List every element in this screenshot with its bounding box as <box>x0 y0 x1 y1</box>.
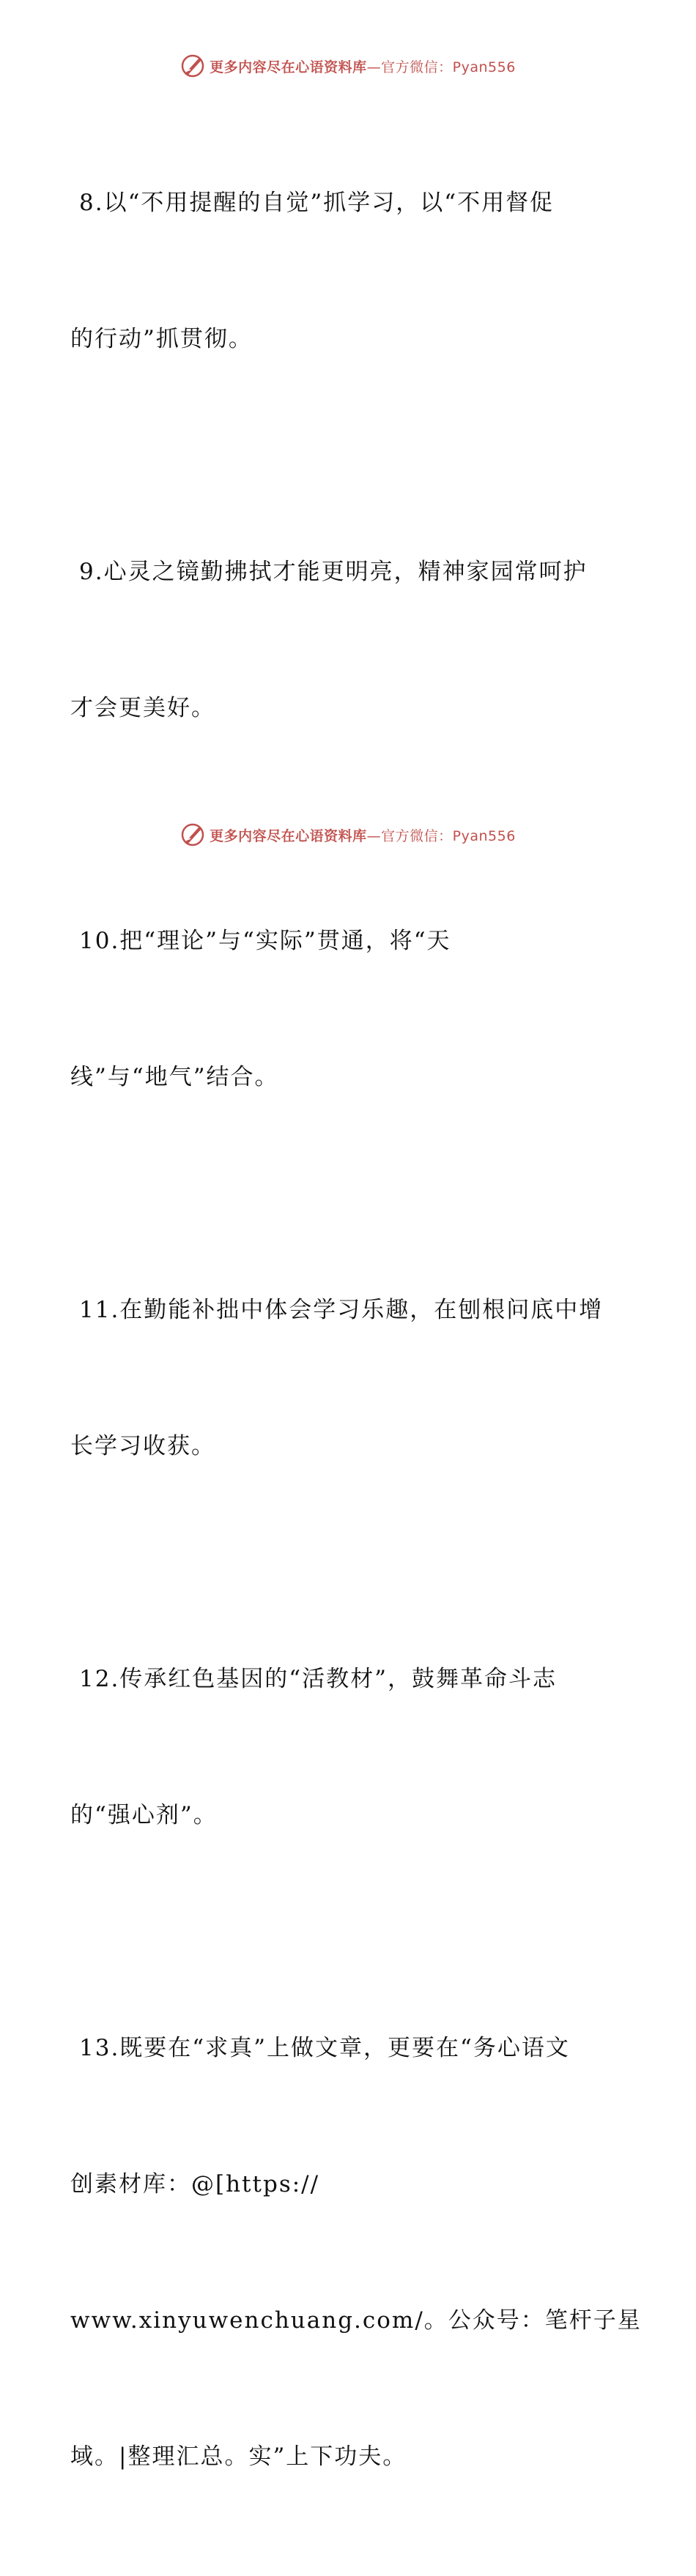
paragraph-line: 11.在勤能补拙中体会学习乐趣，在刨根问底中增 <box>79 1297 604 1323</box>
paragraph-line: 9.心灵之镜勤拂拭才能更明亮，精神家园常呵护 <box>79 559 588 585</box>
paragraph-line: 长学习收获。 <box>70 1433 215 1459</box>
paragraph-10 <box>70 827 642 1191</box>
banner-text <box>210 56 516 76</box>
paragraph-9 <box>70 458 642 822</box>
paragraph-line: 创素材库：@[https:// <box>70 2171 320 2197</box>
banner-contact: 官方微信：Pyan556 <box>381 59 516 75</box>
paragraph-line: 的行动”抓贯彻。 <box>70 326 253 352</box>
banner-main-text: 更多内容尽在心语资料库 <box>210 827 367 844</box>
paragraph-8 <box>70 89 642 453</box>
paragraph-line: 的“强心剂”。 <box>70 1802 218 1828</box>
paragraph-11 <box>70 1196 642 1560</box>
quill-pen-logo <box>180 53 205 78</box>
banner-contact: 官方微信：Pyan556 <box>381 827 516 844</box>
paragraph-line: 才会更美好。 <box>70 695 215 721</box>
banner-dash: — <box>366 59 382 75</box>
paragraph-line: 域。|整理汇总。实”上下功夫。 <box>70 2443 407 2470</box>
document-body <box>70 89 642 2576</box>
paragraph-line: 线”与“地气”结合。 <box>70 1064 279 1090</box>
paragraph-line: www.xinyuwenchuang.com/。公众号：笔杆子星 <box>70 2307 642 2334</box>
paragraph-12 <box>70 1566 642 1929</box>
paragraph-line: 10.把“理论”与“实际”贯通，将“天 <box>79 928 451 954</box>
banner-dash: — <box>366 827 382 844</box>
paragraph-line: 13.既要在“求真”上做文章，更要在“务心语文 <box>79 2035 570 2061</box>
footer-banner <box>0 820 696 849</box>
paragraph-line: 12.传承红色基因的“活教材”，鼓舞革命斗志 <box>79 1666 557 1692</box>
quill-pen-logo <box>180 822 205 847</box>
header-banner <box>0 51 696 81</box>
paragraph-line: 8.以“不用提醒的自觉”抓学习，以“不用督促 <box>79 190 555 216</box>
banner-text <box>210 825 516 845</box>
paragraph-13 <box>70 1935 642 2570</box>
banner-main-text: 更多内容尽在心语资料库 <box>210 59 367 75</box>
